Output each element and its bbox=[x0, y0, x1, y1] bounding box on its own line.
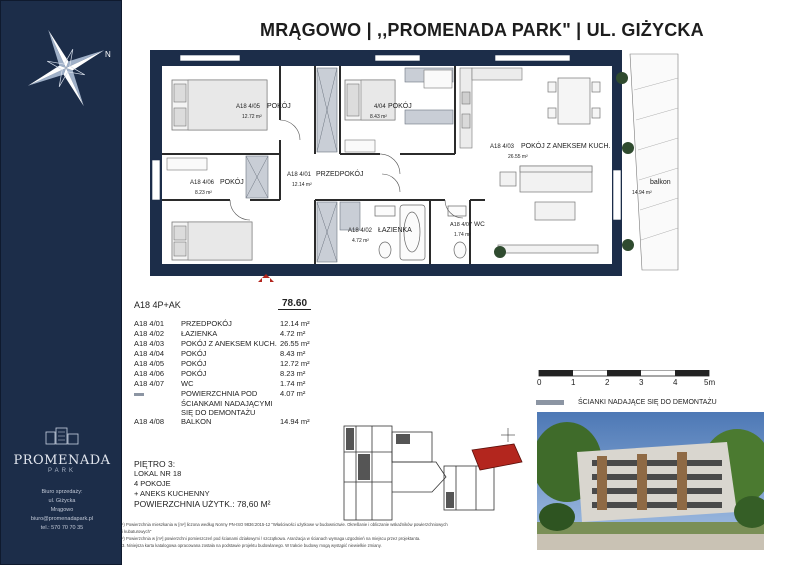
room-label-code: 4/04 bbox=[374, 104, 386, 110]
building-logo-icon bbox=[42, 426, 82, 446]
floor-plan bbox=[150, 50, 680, 282]
legend-text: ŚCIANKI NADAJĄCE SIĘ DO DEMONTAŻU bbox=[578, 399, 717, 406]
row-name: POWIERZCHNIA POD ŚCIANKAMI NADAJĄCYMI SIĘ DO DEMONTAŻU bbox=[181, 389, 273, 417]
table-row bbox=[134, 379, 334, 389]
brand-subtitle: PARK bbox=[48, 468, 76, 474]
room-label-code: A18 4/01 bbox=[287, 172, 312, 178]
scale-tick-label: 1 bbox=[571, 378, 576, 387]
room-label-area: 1.74 m² bbox=[454, 232, 471, 238]
sidebar bbox=[0, 0, 122, 565]
row-code: A18 4/04 bbox=[134, 349, 165, 358]
contact-city: Mrągowo bbox=[50, 507, 74, 513]
row-area: 12.14 m² bbox=[280, 319, 310, 328]
room-label-code: A18 4/06 bbox=[190, 180, 215, 186]
row-code: A18 4/07 bbox=[134, 379, 165, 388]
table-row bbox=[134, 349, 334, 359]
room-label-area: 8.23 m² bbox=[195, 190, 212, 196]
brand-name: PROMENADA bbox=[13, 453, 111, 468]
key-plan bbox=[336, 422, 528, 522]
footnote bbox=[122, 521, 532, 549]
room-label-name: POKÓJ bbox=[388, 103, 412, 110]
room-label-area: 4.72 m² bbox=[352, 238, 369, 244]
room-label-name: balkon bbox=[650, 179, 671, 186]
floor-level: PIĘTRO 3: bbox=[134, 459, 176, 469]
row-code: A18 4/03 bbox=[134, 339, 165, 348]
legend bbox=[536, 399, 717, 406]
kitchen-annex: + ANEKS KUCHENNY bbox=[134, 489, 210, 498]
row-code: A18 4/02 bbox=[134, 329, 165, 338]
apartment-code: A18 4P+AK bbox=[134, 300, 181, 310]
row-name: POKÓJ bbox=[181, 349, 207, 358]
row-name: POKÓJ bbox=[181, 359, 207, 368]
sales-office-contact bbox=[1, 488, 123, 533]
area-table bbox=[134, 319, 334, 427]
row-area: 8.23 m² bbox=[280, 369, 306, 378]
row-code: A18 4/08 bbox=[134, 417, 165, 426]
contact-phone[interactable]: tel.: 570 70 70 35 bbox=[40, 525, 84, 531]
room-label-area: 14.94 m² bbox=[632, 190, 652, 196]
row-area: 1.74 m² bbox=[280, 379, 306, 388]
row-code: A18 4/01 bbox=[134, 319, 165, 328]
row-name: POKÓJ bbox=[181, 369, 207, 378]
row-area: 4.07 m² bbox=[280, 389, 306, 398]
room-label-area: 8.43 m² bbox=[370, 114, 387, 120]
room-label-area: 12.72 m² bbox=[242, 114, 262, 120]
row-area: 4.72 m² bbox=[280, 329, 306, 338]
room-label-name: POKÓJ bbox=[267, 103, 291, 110]
svg-text:N: N bbox=[105, 50, 111, 59]
footnote-line: 3. Niniejsza karta katalogowa opracowana została na podstawie projektu budowlanego. W trakcie budowy mogą wystąpić niewielkie zmiany. bbox=[122, 543, 382, 548]
row-code: A18 4/06 bbox=[134, 369, 165, 378]
contact-heading: Biuro sprzedaży: bbox=[41, 489, 83, 495]
scale-tick-label: 2 bbox=[605, 378, 610, 387]
room-label-area: 26.55 m² bbox=[508, 154, 528, 160]
scale-tick-label: 0 bbox=[537, 378, 542, 387]
contact-street: ul. Giżycka bbox=[48, 498, 76, 504]
room-label-name: WC bbox=[474, 221, 485, 228]
row-name: BALKON bbox=[181, 417, 212, 426]
row-area: 8.43 m² bbox=[280, 349, 306, 358]
room-count: 4 POKOJE bbox=[134, 479, 171, 488]
room-label-area: 12.14 m² bbox=[292, 182, 312, 188]
room-label-code: A18 4/02 bbox=[348, 228, 373, 234]
row-code: A18 4/05 bbox=[134, 359, 165, 368]
footnote-line: i kubaturowych" bbox=[122, 529, 152, 534]
table-row bbox=[134, 319, 334, 329]
unit-highlight bbox=[472, 444, 522, 470]
building-rendering-image bbox=[537, 412, 764, 550]
table-row bbox=[134, 359, 334, 369]
room-label-name: POKÓJ Z ANEKSEM KUCH. bbox=[521, 143, 611, 150]
scale-tick-label: 5m bbox=[704, 378, 716, 387]
row-name: PRZEDPOKÓJ bbox=[181, 319, 232, 328]
row-area: 26.55 m² bbox=[280, 339, 310, 348]
table-row-demountable bbox=[134, 389, 334, 417]
footnote-line: ¹) Powierzchnia mieszkania w [m²] liczona według Normy PN-ISO 9836:2015-12 "Właściwości użytkowe w budownictwie. Określanie i obliczanie wskaźników powierzchniowych bbox=[122, 522, 448, 527]
hatch-swatch bbox=[134, 389, 146, 398]
scale-tick-label: 4 bbox=[673, 378, 678, 387]
table-row bbox=[134, 369, 334, 379]
table-row bbox=[134, 339, 334, 349]
table-row bbox=[134, 417, 334, 427]
row-name: POKÓJ Z ANEKSEM KUCH. bbox=[181, 339, 277, 348]
row-name: WC bbox=[181, 379, 194, 388]
footnote-line: ²) Powierzchnia w [m²] powierzchni pomieszczeń pod ścianami działowymi / szczątkowa. Aranżacja w ścianach wymaga uzgodnień na miejscu przez projektanta. bbox=[122, 536, 421, 541]
apartment-total-area: 78.60 bbox=[278, 298, 311, 310]
unit-number: LOKAL NR 18 bbox=[134, 469, 182, 478]
row-area: 14.94 m² bbox=[280, 417, 310, 426]
row-name: ŁAZIENKA bbox=[181, 329, 218, 338]
table-row bbox=[134, 329, 334, 339]
room-label-name: ŁAZIENKA bbox=[378, 227, 412, 234]
brand-block bbox=[1, 426, 123, 474]
apartment-header bbox=[134, 300, 334, 314]
floor-info bbox=[134, 459, 271, 509]
room-label-code: A18 4/05 bbox=[236, 104, 261, 110]
usable-area: POWIERZCHNIA UŻYTK.: 78,60 M² bbox=[134, 499, 271, 509]
legend-swatch bbox=[536, 400, 564, 405]
page-title: MRĄGOWO | ,,PROMENADA PARK" | UL. GIŻYCKA bbox=[260, 20, 704, 40]
row-area: 12.72 m² bbox=[280, 359, 310, 368]
scale-tick-label: 3 bbox=[639, 378, 644, 387]
room-label-name: PRZEDPOKÓJ bbox=[316, 171, 364, 178]
room-label-name: POKÓJ bbox=[220, 179, 244, 186]
room-label-code: A18 4/07 bbox=[450, 222, 473, 228]
contact-email[interactable]: biuro@promenadapark.pl bbox=[30, 516, 94, 522]
compass-rose-icon bbox=[21, 23, 111, 113]
room-label-code: A18 4/03 bbox=[490, 144, 515, 150]
